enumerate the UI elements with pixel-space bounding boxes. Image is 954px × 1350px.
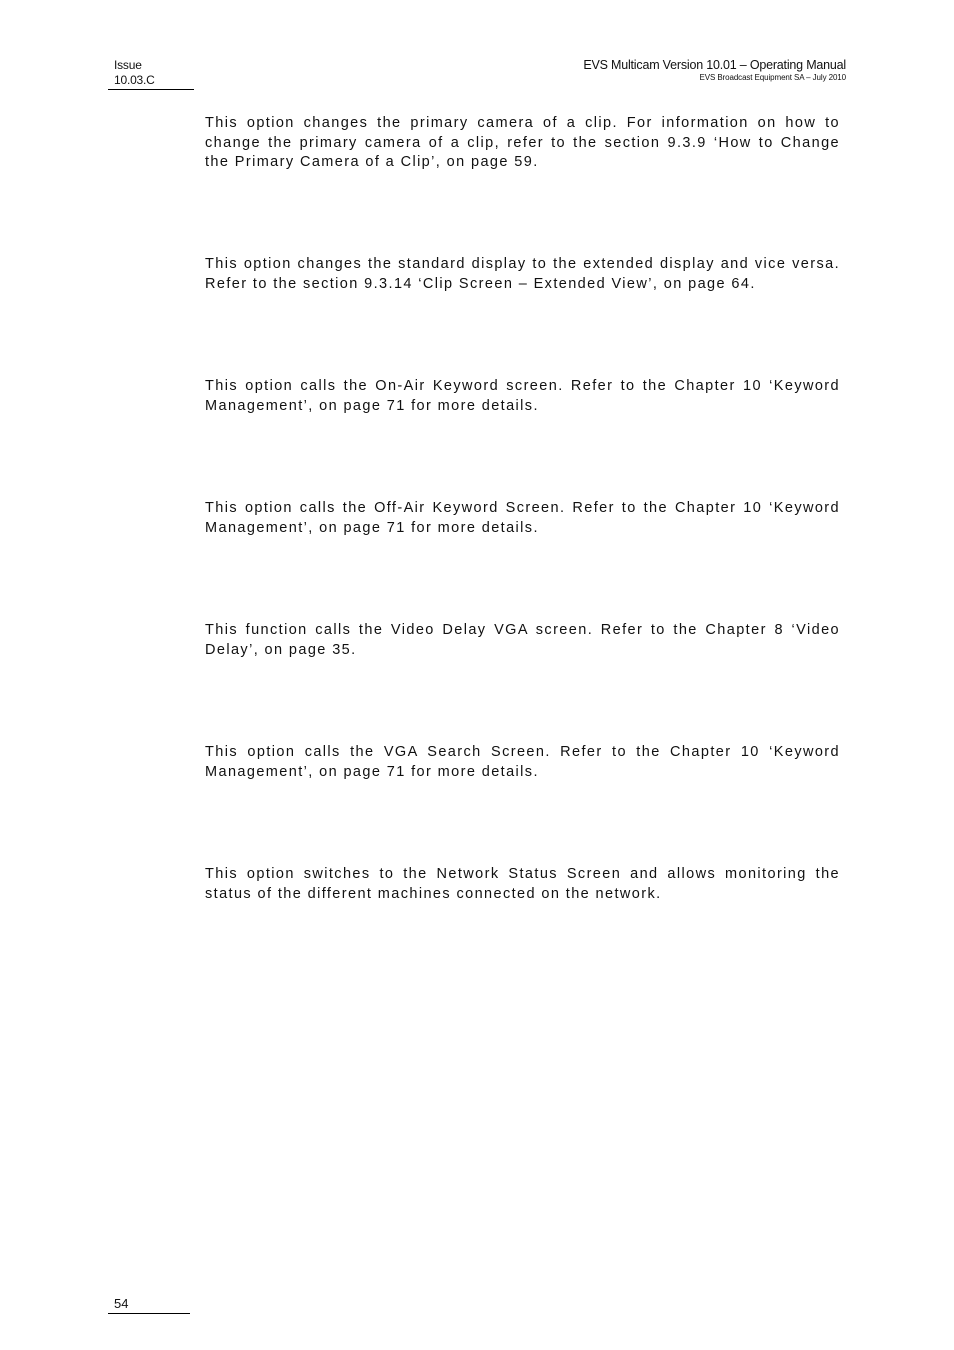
page-number: 54 bbox=[114, 1296, 129, 1311]
paragraph-primary-camera: This option changes the primary camera of a clip. For information on how to change the primary camera of a clip, refer to the section 9.3.9 ‘How to Change the Primary Camera of a Clip’, on page 59. bbox=[205, 115, 840, 170]
issue-number: 10.03.C bbox=[114, 73, 155, 87]
publisher-line: EVS Broadcast Equipment SA – July 2010 bbox=[699, 73, 846, 82]
paragraph-network-status: This option switches to the Network Status Screen and allows monitoring the status of the different machines connected on the network. bbox=[205, 866, 840, 902]
paragraph-off-air-keyword: This option calls the Off-Air Keyword Screen. Refer to the Chapter 10 ‘Keyword Management’, on page 71 for more details. bbox=[205, 500, 840, 536]
paragraph-on-air-keyword: This option calls the On-Air Keyword screen. Refer to the Chapter 10 ‘Keyword Management’, on page 71 for more details. bbox=[205, 378, 840, 414]
header-rule bbox=[108, 89, 194, 90]
paragraph-extended-display: This option changes the standard display to the extended display and vice versa. Refer to the section 9.3.14 ‘Clip Screen – Extended View’, on page 64. bbox=[205, 256, 840, 292]
paragraph-video-delay: This function calls the Video Delay VGA screen. Refer to the Chapter 8 ‘Video Delay’, on page 35. bbox=[205, 622, 840, 658]
paragraph-vga-search: This option calls the VGA Search Screen. Refer to the Chapter 10 ‘Keyword Management’, on page 71 for more details. bbox=[205, 744, 840, 780]
footer bbox=[108, 1296, 184, 1314]
header-issue-block bbox=[108, 58, 188, 90]
footer-rule bbox=[108, 1313, 190, 1314]
issue-label: Issue bbox=[114, 58, 142, 72]
manual-title: EVS Multicam Version 10.01 – Operating Manual bbox=[583, 58, 846, 72]
header-title-block bbox=[583, 58, 846, 83]
